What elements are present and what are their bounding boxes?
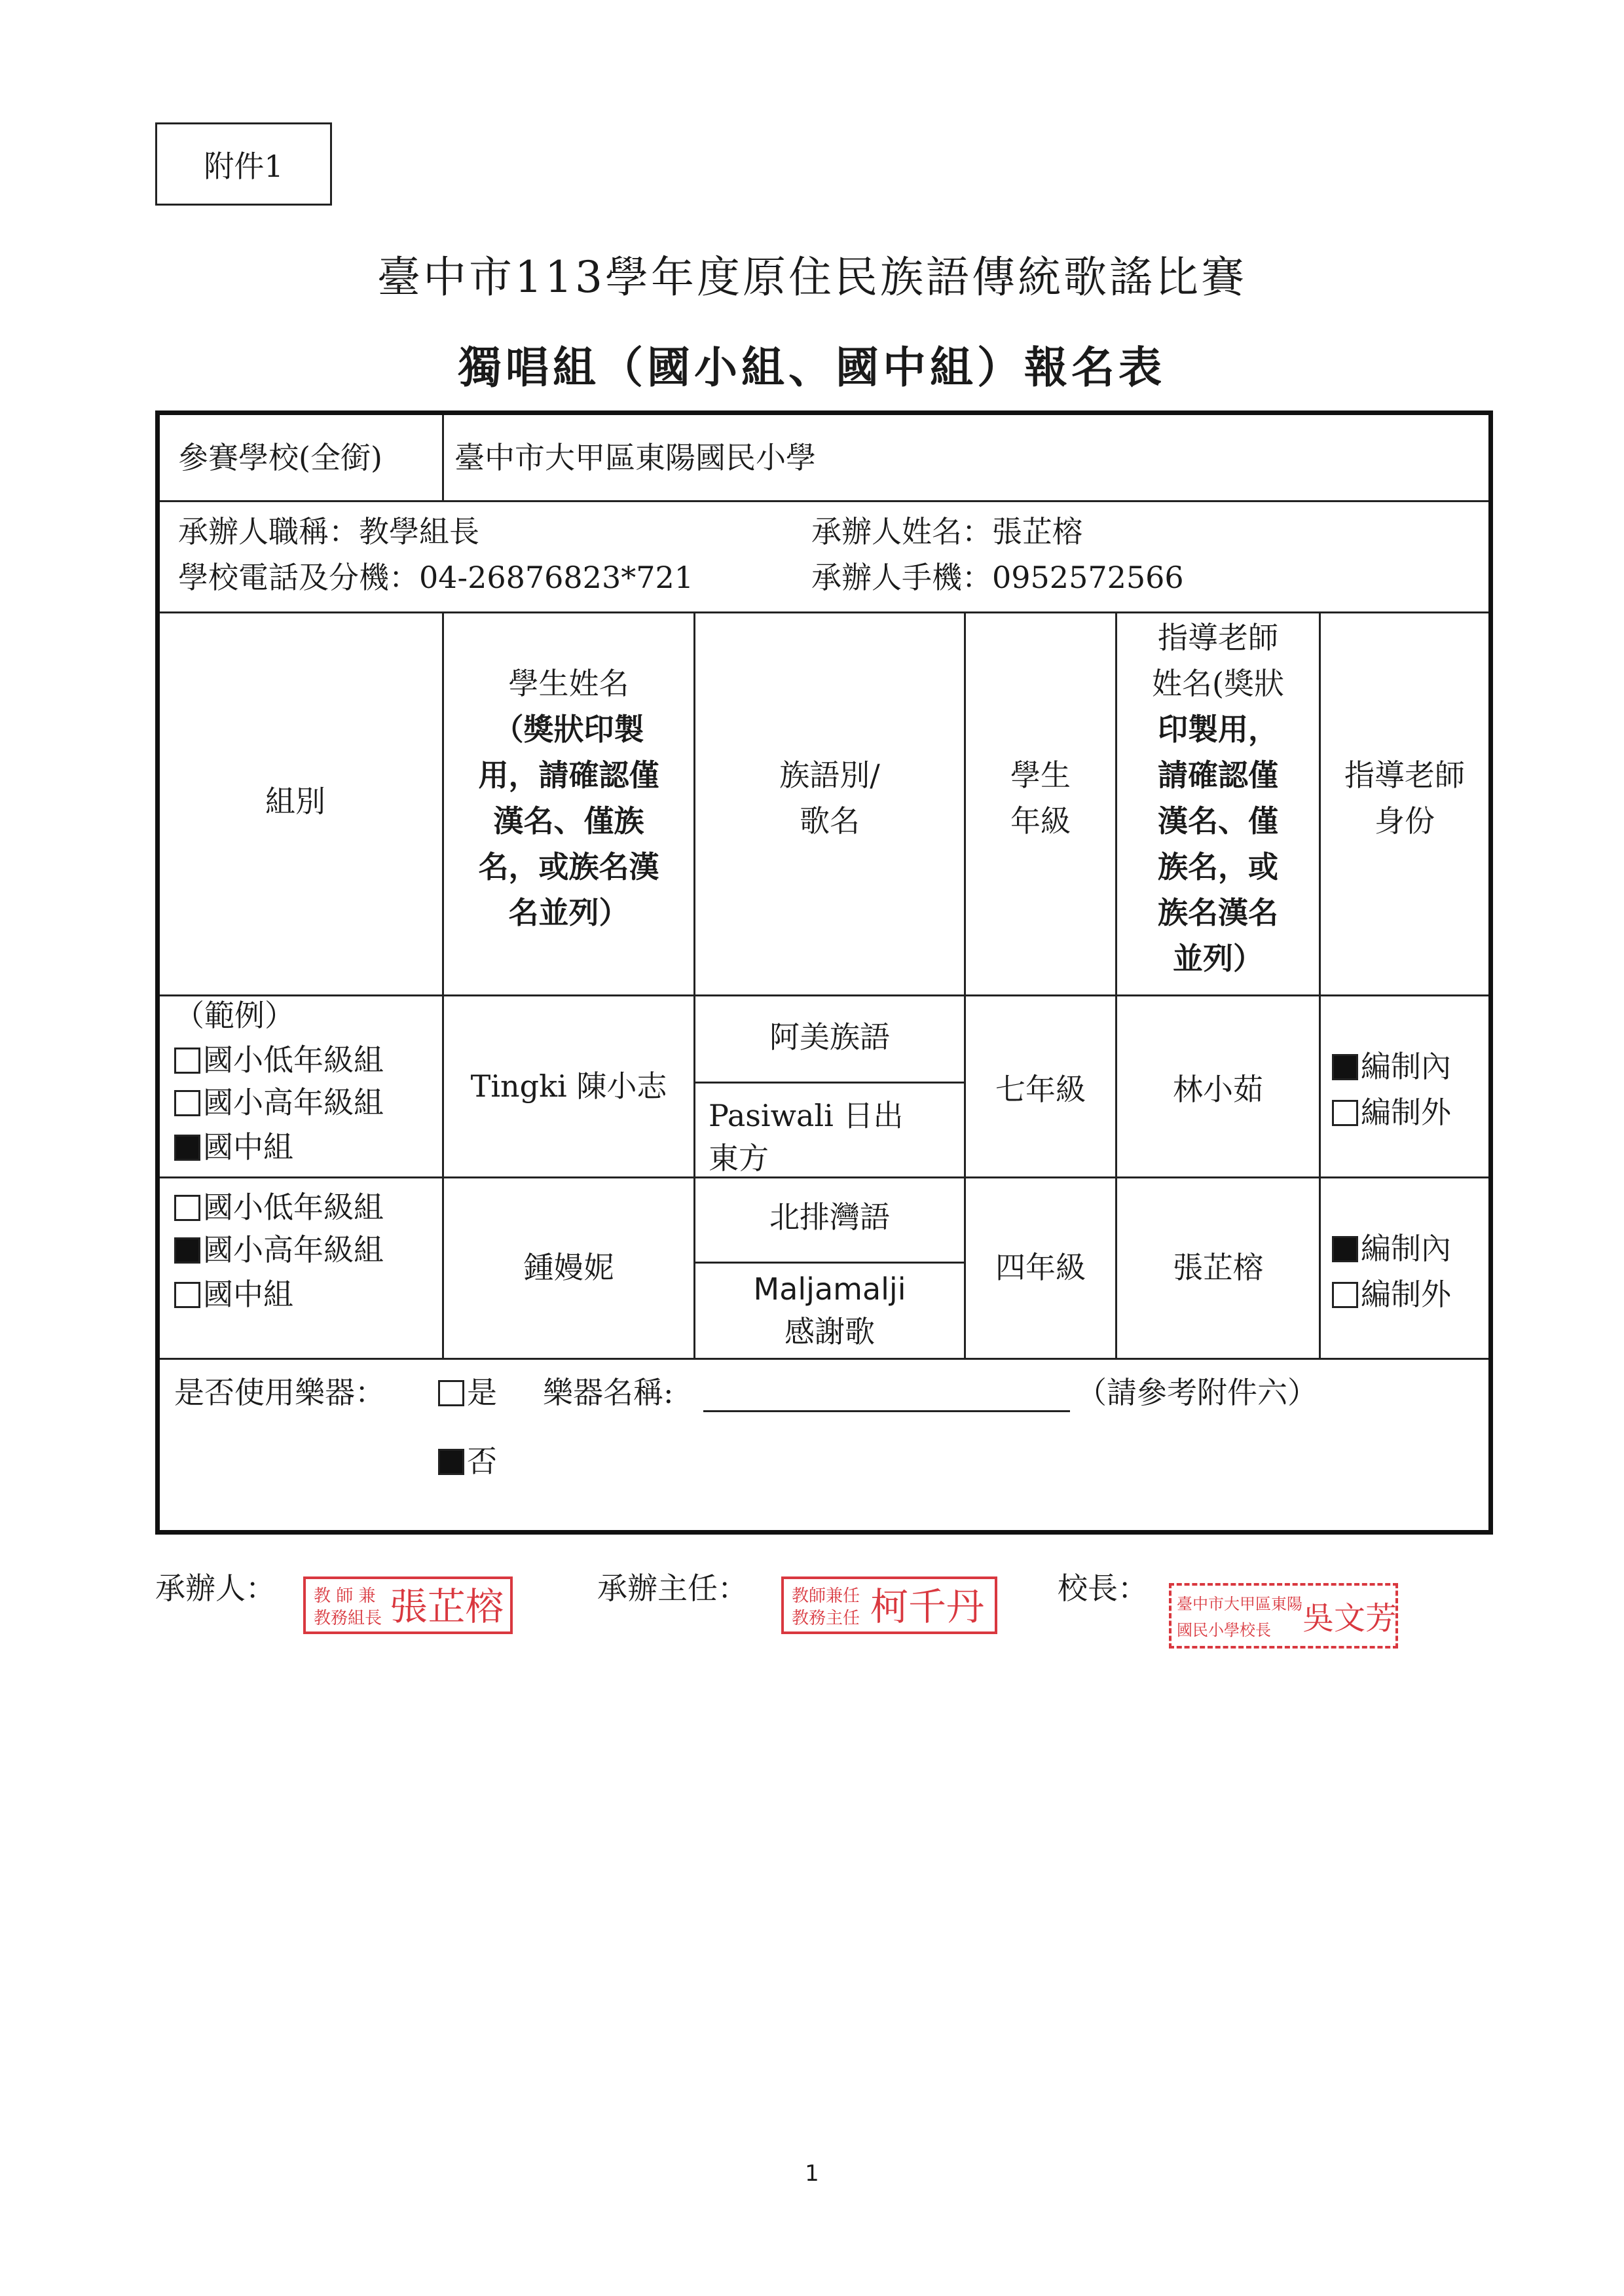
header-teacher-note: 族名漢名: [1158, 895, 1278, 930]
attachment-label: 附件1: [155, 122, 332, 206]
checkbox-checked[interactable]: [438, 1449, 464, 1475]
identity-option[interactable]: 編制外: [1332, 1275, 1451, 1314]
identity-option[interactable]: 編制內: [1332, 1229, 1451, 1268]
row-divider: [160, 611, 1488, 613]
header-group: 組別: [265, 784, 325, 819]
handler-mobile: 承辦人手機：0952572566: [811, 560, 1184, 595]
header-language: 族語別/: [779, 757, 880, 793]
row-divider: [160, 500, 1488, 502]
header-teacher-note: 請確認僅: [1158, 757, 1278, 793]
school-phone: 學校電話及分機：04-26876823*721: [178, 560, 694, 595]
principal-signature-label: 校長：: [1058, 1571, 1148, 1606]
column-divider: [1319, 611, 1321, 1359]
song-name: Pasiwali 日出: [709, 1098, 904, 1133]
group-option[interactable]: 國小高年級組: [174, 1083, 384, 1122]
header-student-note: 名並列）: [508, 895, 629, 930]
grade: 四年級: [995, 1250, 1086, 1285]
handler-signature-label: 承辦人：: [155, 1571, 276, 1606]
column-divider: [964, 611, 966, 1359]
checkbox-checked[interactable]: [174, 1135, 200, 1161]
grade: 七年級: [995, 1072, 1086, 1107]
row-divider: [160, 1176, 1488, 1178]
checkbox-checked[interactable]: [1332, 1236, 1358, 1262]
group-option[interactable]: 國中組: [174, 1275, 293, 1314]
row-divider: [160, 994, 1488, 996]
header-student-note: 漢名、僅族: [493, 803, 644, 839]
handler-title: 承辦人職稱：教學組長: [178, 514, 479, 549]
school-value: 臺中市大甲區東陽國民小學: [454, 440, 816, 475]
header-student-name: 學生姓名: [508, 666, 629, 701]
song-name: Maljamalji: [753, 1271, 906, 1307]
checkbox[interactable]: [1332, 1282, 1358, 1308]
handler-stamp: 教 師 兼 教務組長 張芷榕: [303, 1576, 513, 1634]
checkbox[interactable]: [1332, 1100, 1358, 1126]
checkbox[interactable]: [174, 1048, 200, 1074]
language: 北排灣語: [769, 1199, 890, 1235]
group-option[interactable]: 國中組: [174, 1127, 293, 1167]
header-teacher: 姓名(獎狀: [1152, 666, 1284, 701]
page-number: 1: [805, 2160, 819, 2187]
checkbox-checked[interactable]: [1332, 1054, 1358, 1080]
cell-divider: [695, 1082, 966, 1084]
header-teacher: 指導老師: [1158, 620, 1278, 655]
teacher-name: 林小茹: [1173, 1072, 1263, 1107]
instrument-name-label: 樂器名稱:: [543, 1375, 674, 1410]
row-divider: [160, 1358, 1488, 1360]
song-name: 東方: [709, 1140, 769, 1176]
checkbox[interactable]: [174, 1195, 200, 1221]
column-divider: [693, 611, 695, 1359]
identity-option[interactable]: 編制外: [1332, 1093, 1451, 1132]
header-teacher-note: 族名，或: [1158, 849, 1278, 884]
header-teacher-note: 印製用，: [1158, 712, 1278, 747]
group-option[interactable]: 國小低年級組: [174, 1040, 384, 1080]
school-label: 參賽學校(全銜): [178, 440, 382, 475]
header-student-note: 用，請確認僅: [478, 757, 659, 793]
column-divider: [442, 415, 444, 501]
director-signature-label: 承辦主任：: [597, 1571, 748, 1606]
header-student-note: （獎狀印製: [493, 712, 644, 747]
student-name: Tingki 陳小志: [470, 1068, 667, 1104]
instrument-note: （請參考附件六）: [1077, 1375, 1318, 1410]
instrument-no-option[interactable]: 否: [438, 1442, 497, 1481]
principal-stamp: 臺中市大甲區東陽 國民小學校長 吳文芳: [1169, 1583, 1398, 1649]
header-song: 歌名: [800, 803, 860, 839]
header-grade: 學生: [1010, 757, 1071, 793]
header-identity: 身份: [1375, 803, 1435, 839]
language: 阿美族語: [769, 1019, 890, 1055]
checkbox-checked[interactable]: [174, 1237, 200, 1264]
handler-name: 承辦人姓名：張芷榕: [811, 514, 1082, 549]
example-label: （範例）: [174, 998, 295, 1033]
header-identity: 指導老師: [1344, 757, 1465, 793]
checkbox[interactable]: [174, 1282, 200, 1308]
instrument-yes-option[interactable]: 是: [438, 1373, 497, 1412]
checkbox[interactable]: [438, 1380, 464, 1406]
identity-option[interactable]: 編制內: [1332, 1047, 1451, 1086]
instrument-name-input[interactable]: [703, 1410, 1070, 1412]
instrument-question: 是否使用樂器：: [174, 1375, 385, 1410]
cell-divider: [695, 1262, 966, 1264]
group-option[interactable]: 國小高年級組: [174, 1230, 384, 1269]
checkbox[interactable]: [174, 1090, 200, 1116]
student-name: 鍾嫚妮: [523, 1250, 614, 1285]
director-stamp: 教師兼任 教務主任 柯千丹: [781, 1576, 997, 1634]
form-title: 臺中市113學年度原住民族語傳統歌謠比賽: [377, 252, 1247, 302]
header-teacher-note: 並列）: [1173, 941, 1263, 976]
form-subtitle: 獨唱組（國小組、國中組）報名表: [458, 342, 1166, 393]
teacher-name: 張芷榕: [1173, 1250, 1263, 1285]
header-grade: 年級: [1010, 803, 1071, 839]
registration-form-table: [155, 410, 1493, 1535]
header-teacher-note: 漢名、僅: [1158, 803, 1278, 839]
song-name: 感謝歌: [784, 1314, 875, 1349]
header-student-note: 名，或族名漢: [478, 849, 659, 884]
group-option[interactable]: 國小低年級組: [174, 1188, 384, 1227]
